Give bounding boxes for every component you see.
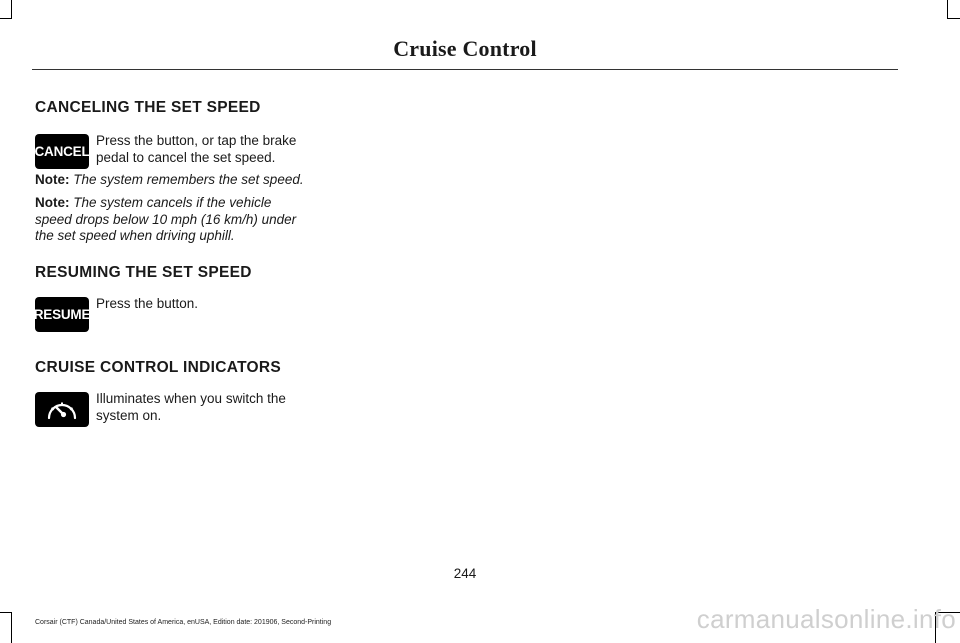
page-title: Cruise Control: [393, 36, 537, 61]
resume-icon-label: RESUME: [33, 307, 91, 322]
resume-button-icon: [35, 297, 89, 332]
crop-mark: [0, 18, 12, 19]
section-heading-cancel: CANCELING THE SET SPEED: [35, 99, 261, 116]
crop-mark: [947, 0, 948, 18]
note-label: Note:: [35, 195, 70, 210]
header-divider: [32, 69, 898, 70]
note-label: Note:: [35, 172, 70, 187]
cancel-icon-label: CANCEL: [34, 144, 90, 159]
speedometer-glyph: [42, 395, 82, 425]
page-number: 244: [453, 566, 477, 581]
crop-mark: [11, 612, 12, 643]
indicators-description-line: system on.: [96, 407, 162, 423]
crop-mark: [11, 0, 12, 18]
crop-mark: [0, 612, 12, 613]
indicators-description: [96, 391, 311, 424]
resume-description-line: Press the button.: [96, 296, 199, 311]
edition-footer: Corsair (CTF) Canada/United States of America, enUSA, Edition date: 201906, Second-Printing: [35, 619, 332, 626]
note-text: The system remembers the set speed.: [69, 172, 304, 187]
note-text: The system cancels if the vehicle: [69, 195, 272, 210]
watermark: carmanualsonline.info: [696, 604, 956, 634]
resume-description: [96, 296, 311, 313]
section-heading-indicators: CRUISE CONTROL INDICATORS: [35, 359, 282, 376]
speedometer-icon: [35, 392, 89, 427]
note-text: the set speed when driving uphill.: [35, 228, 235, 243]
cancel-description: [96, 133, 311, 166]
crop-mark: [947, 18, 960, 19]
note-remember-speed: [35, 172, 315, 189]
cancel-button-icon: [35, 134, 89, 169]
note-text: speed drops below 10 mph (16 km/h) under: [35, 211, 297, 227]
cancel-description-line: Press the button, or tap the brake: [96, 133, 297, 148]
note-cancel-uphill: [35, 195, 315, 245]
section-heading-resume: RESUMING THE SET SPEED: [35, 264, 252, 281]
cancel-description-line: pedal to cancel the set speed.: [96, 149, 276, 165]
indicators-description-line: Illuminates when you switch the: [96, 391, 286, 406]
